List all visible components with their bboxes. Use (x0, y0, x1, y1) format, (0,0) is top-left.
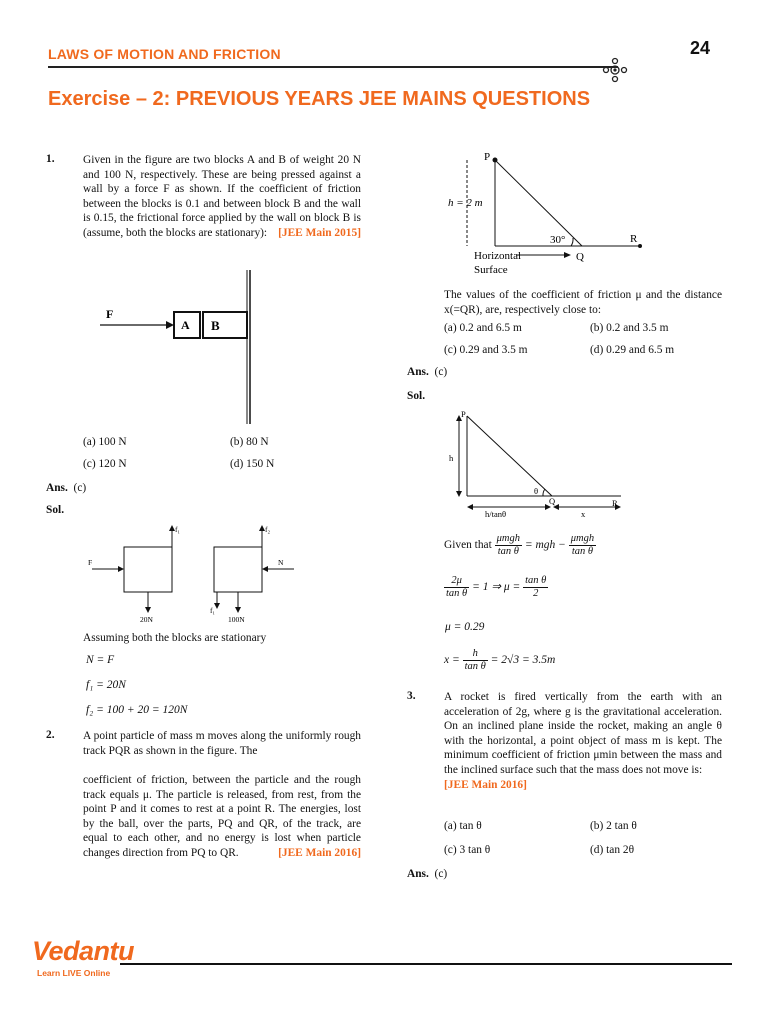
q1-sol-f1b-label: f₁ (210, 606, 216, 615)
q2-option-a: (a) 0.2 and 6.5 m (444, 322, 522, 334)
q1-ans-label: Ans. (46, 482, 68, 494)
q2-mgh-minus: = mgh − (524, 539, 566, 552)
q2-sol-fig-P: P (461, 409, 466, 419)
q2-sol-eq3 (444, 648, 555, 673)
q2-eq-one: = 1 ⇒ μ = (472, 581, 521, 594)
q1-sol-text: Assuming both the blocks are stationary (83, 632, 267, 644)
logo-tagline: Learn LIVE Online (37, 968, 111, 978)
q1-sol-f2-label: f₂ (265, 525, 271, 534)
q2-frac-3-num: 2μ (444, 575, 469, 588)
q3-option-a: (a) tan θ (444, 820, 482, 832)
q2-fig-P: P (484, 151, 491, 163)
q1-figure (98, 268, 258, 428)
q1-option-c: (c) 120 N (83, 458, 127, 470)
q1-tag: [JEE Main 2015] (278, 226, 361, 239)
q2-number: 2. (46, 729, 55, 741)
q1-fig-block-b: B (211, 318, 220, 333)
q2-frac-4-num: tan θ (525, 575, 547, 586)
exercise-title: Exercise – 2: PREVIOUS YEARS JEE MAINS QUESTIONS (48, 88, 591, 110)
q2-x-eq-b: = 2√3 = 3.5m (490, 654, 556, 667)
q2-sol-fig-h: h (449, 453, 454, 463)
q2-question: The values of the coefficient of friction μ and the distance x(=QR), are, respectively close to: (444, 289, 722, 316)
q2-text-a: A point particle of mass m moves along the uniformly rough track PQR as shown in the figure. The (83, 730, 361, 757)
q2-frac-4 (523, 575, 548, 600)
q1-fig-force-label: F (106, 307, 114, 321)
q1-sol-w2-label: 100N (228, 615, 245, 624)
q2-option-b: (b) 0.2 and 3.5 m (590, 322, 669, 334)
q1-number: 1. (46, 153, 55, 165)
q1-answer (46, 481, 86, 496)
q1-sol-figure (84, 520, 304, 628)
q3-answer (407, 867, 447, 882)
q2-fig-angle: 30° (550, 234, 566, 246)
q2-sol-eq1 (444, 533, 596, 558)
q2-frac-3-den: tan θ (446, 588, 468, 599)
q2-frac-1-den: tan θ (497, 546, 519, 557)
q2-frac-1-num: μmgh (496, 533, 520, 544)
q3-text-wrap (444, 690, 722, 792)
q3-option-c: (c) 3 tan θ (444, 844, 491, 856)
q2-frac-4-den: 2 (533, 588, 539, 599)
q1-eq3: f₂ = 100 + 20 = 120N (86, 704, 188, 716)
q1-sol-F-label: F (88, 558, 93, 567)
q3-ans-label: Ans. (407, 868, 429, 880)
header-rule (48, 66, 618, 68)
q2-fig-Q: Q (576, 251, 584, 263)
q1-body: Given in the figure are two blocks A and B of weight 20 N and 100 N, respectively. These are being pressed against a wall by a force F as shown. If the coefficient of friction between the blocks is 0.1 and between block B and the wall is 0.15, the frictional force applied by the wall on block B is (assume, both the blocks are stationary): (83, 154, 361, 239)
q3-ans-value: (c) (434, 868, 448, 880)
q2-frac-2 (569, 533, 596, 558)
chapter-title: LAWS OF MOTION AND FRICTION (48, 46, 281, 62)
q1-option-d: (d) 150 N (230, 458, 275, 470)
q1-text (83, 153, 361, 241)
q2-text-b-wrap (83, 773, 361, 861)
q2-fig-surface1: Horizontal (474, 250, 522, 262)
q2-frac-3 (444, 575, 469, 600)
q1-eq1: N = F (86, 654, 115, 666)
footer-rule (120, 963, 732, 965)
q3-number: 3. (407, 690, 416, 702)
q2-ans-value: (c) (434, 366, 448, 378)
q2-sol-fig-R: R (612, 498, 618, 508)
q2-sol-fig-theta: θ (534, 486, 539, 496)
q2-fig-h: h = 2 m (448, 197, 483, 209)
q1-option-a: (a) 100 N (83, 436, 127, 448)
q1-ans-value: (c) (73, 482, 87, 494)
vedantu-logo: Vedantu (32, 936, 135, 966)
q2-sol-fig-Q: Q (549, 496, 556, 506)
q2-text-b: coefficient of friction, between the particle and the rough track equals μ. The particle is released, from rest, from the point P and it comes to rest at a point R. The energies, lost by the ball, over the parts, PQ and QR, of the track, are equal to each other, and no energy is lost when particle changes direction from PQ to QR. (83, 774, 361, 859)
q1-sol-label: Sol. (46, 504, 65, 516)
q2-frac-2-num: μmgh (570, 533, 595, 544)
q2-fig-surface2: Surface (474, 264, 508, 276)
q3-tag: [JEE Main 2016] (444, 778, 527, 791)
q1-sol-N-label: N (278, 558, 284, 567)
q2-sol-fig-base: h/tanθ (485, 509, 507, 519)
q2-frac-5-num: h (463, 648, 488, 661)
q2-option-d: (d) 0.29 and 6.5 m (590, 344, 675, 356)
q2-frac-1 (495, 533, 522, 558)
q2-given-text: Given that (444, 539, 492, 552)
q2-sol-figure (445, 408, 630, 523)
q1-fig-block-a: A (181, 318, 190, 332)
ornament-icon (600, 56, 630, 84)
q2-frac-2-den: tan θ (571, 546, 594, 557)
q3-option-d: (d) tan 2θ (590, 844, 635, 856)
q3-option-b: (b) 2 tan θ (590, 820, 637, 832)
q2-answer (407, 365, 447, 380)
q2-ans-label: Ans. (407, 366, 429, 378)
q2-frac-5 (463, 648, 488, 673)
q2-x-eq-a: x = (444, 654, 460, 667)
q1-eq2: f₁ = 20N (86, 679, 126, 691)
q2-sol-fig-x: x (581, 509, 586, 519)
q2-sol-eq2 (444, 575, 548, 600)
q2-sol-label: Sol. (407, 390, 426, 402)
q2-figure (440, 148, 680, 280)
q1-sol-f1-label: f₁ (175, 525, 181, 534)
q2-mu-value: μ = 0.29 (445, 621, 485, 633)
q1-option-b: (b) 80 N (230, 436, 269, 448)
q2-option-c: (c) 0.29 and 3.5 m (444, 344, 528, 356)
q2-frac-5-den: tan θ (464, 661, 486, 672)
q3-text: A rocket is fired vertically from the earth with an acceleration of 2g, where g is the gravitational acceleration. On an inclined plane inside the rocket, making an angle θ with the horizontal, a point object of mass m is kept. The minimum coefficient of friction μmin between the mass and the inclined surface such that the mass does not move is: (444, 691, 722, 776)
q2-tag: [JEE Main 2016] (278, 846, 361, 859)
q1-sol-w1-label: 20N (140, 615, 153, 624)
q2-fig-R: R (630, 233, 638, 245)
page-number: 24 (690, 38, 711, 58)
